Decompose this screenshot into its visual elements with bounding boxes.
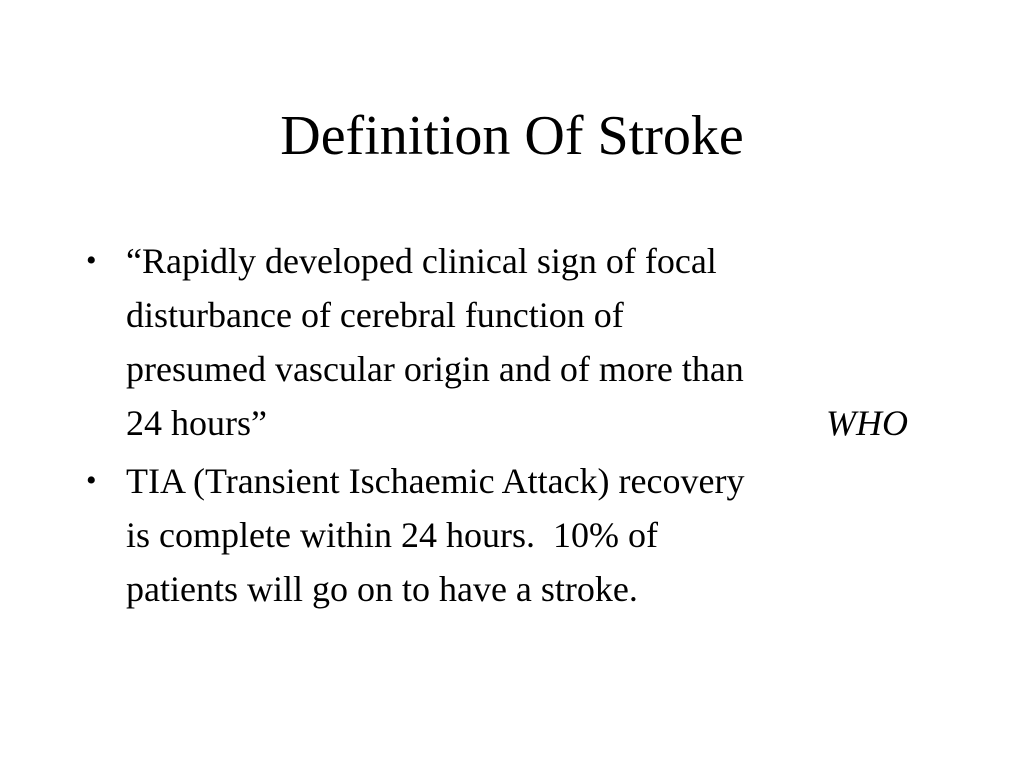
quote-attribution: WHO xyxy=(826,403,908,443)
bullet-list xyxy=(86,234,916,620)
bullet-line-with-attribution xyxy=(126,396,908,450)
bullet-line: 24 hours” xyxy=(126,403,267,443)
bullet-icon: • xyxy=(86,464,97,497)
bullet-line: “Rapidly developed clinical sign of focal xyxy=(126,241,717,281)
bullet-line: patients will go on to have a stroke. xyxy=(126,569,638,609)
bullet-item-who-definition xyxy=(86,234,916,450)
slide-title: Definition Of Stroke xyxy=(280,105,744,167)
bullet-line: is complete within 24 hours. 10% of xyxy=(126,515,658,555)
bullet-item-tia xyxy=(86,454,916,616)
bullet-icon: • xyxy=(86,244,97,277)
bullet-line: presumed vascular origin and of more than xyxy=(126,349,744,389)
bullet-line: disturbance of cerebral function of xyxy=(126,295,624,335)
bullet-line: TIA (Transient Ischaemic Attack) recovery xyxy=(126,461,745,501)
